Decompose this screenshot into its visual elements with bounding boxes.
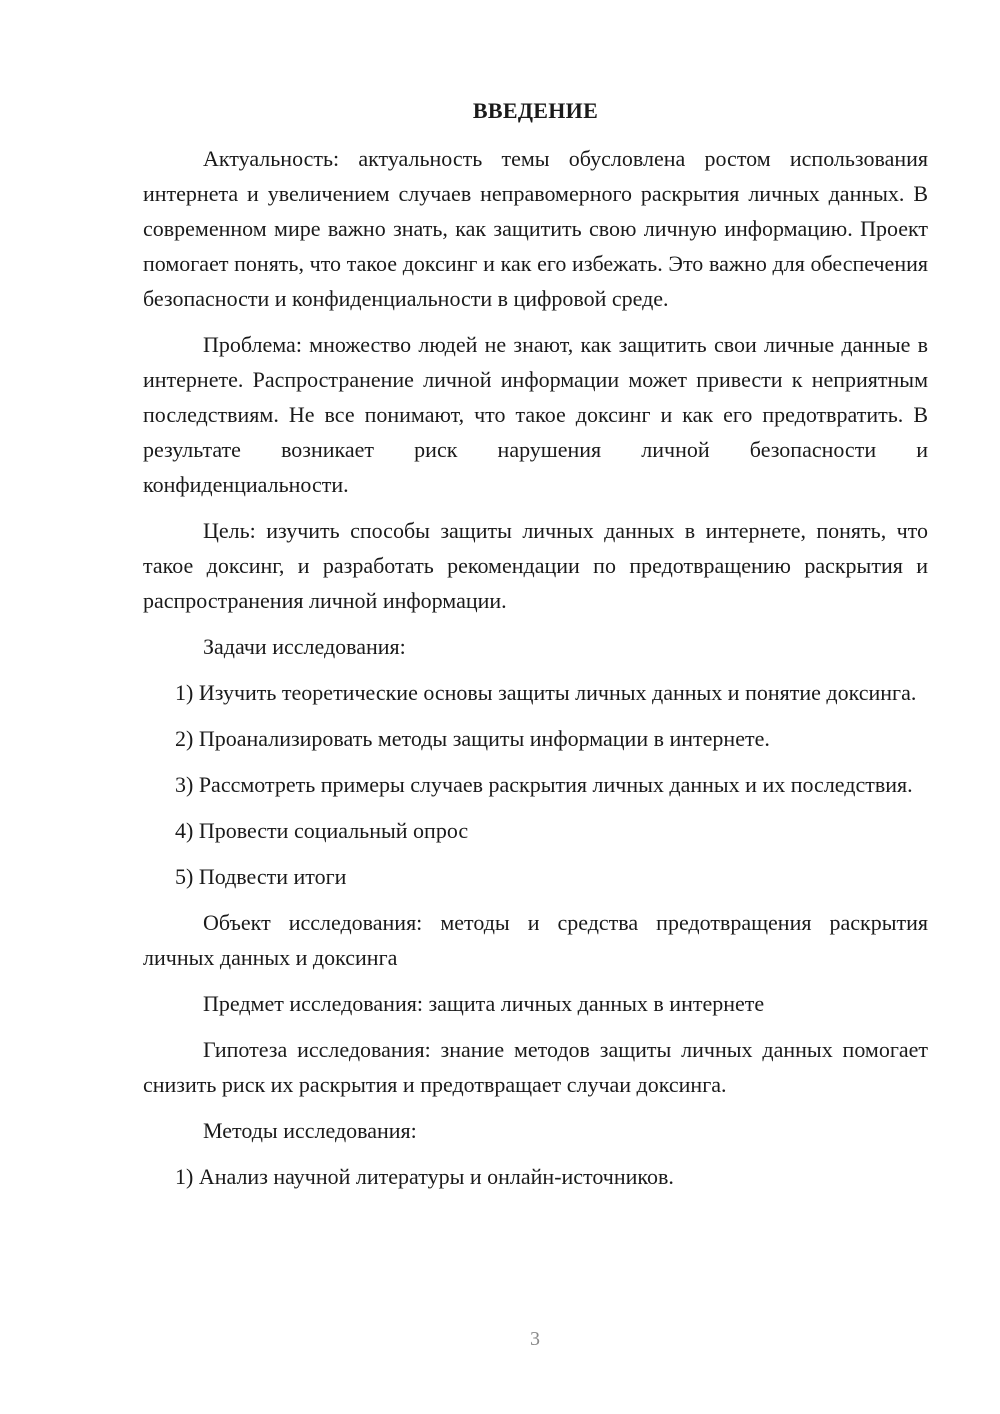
paragraph-relevance: Актуальность: актуальность темы обусловлена ростом использования интернета и увеличением случаев неправомерного раскрытия личных данных. В современном мире важно знать, как защитить свою личную информацию. Проект помогает понять, что такое доксинг и как его избежать. Это важно для обеспечения безопасности и конфиденциальности в цифровой среде.: [143, 146, 928, 311]
paragraph-problem: Проблема: множество людей не знают, как защитить свои личные данные в интернете. Распространение личной информации может привести к неприятным последствиям. Не все понимают, что такое доксинг и как его предотвратить. В результате возникает риск нарушения личной безопасности и конфиденциальности.: [143, 332, 928, 497]
paragraph-hypothesis: Гипотеза исследования: знание методов защиты личных данных помогает снизить риск их раскрытия и предотвращает случаи доксинга.: [143, 1037, 928, 1097]
page-content: [143, 95, 928, 1205]
task-item-1: 1) Изучить теоретические основы защиты личных данных и понятие доксинга.: [175, 680, 917, 705]
task-item-3: 3) Рассмотреть примеры случаев раскрытия личных данных и их последствия.: [175, 772, 913, 797]
method-item-1: 1) Анализ научной литературы и онлайн-источников.: [175, 1164, 674, 1189]
paragraph-subject: Предмет исследования: защита личных данных в интернете: [203, 991, 765, 1016]
section-title: ВВЕДЕНИЕ: [472, 98, 599, 123]
paragraph-goal: Цель: изучить способы защиты личных данных в интернете, понять, что такое доксинг, и разработать рекомендации по предотвращению раскрытия и распространения личной информации.: [143, 518, 928, 613]
task-item-5: 5) Подвести итоги: [175, 864, 347, 889]
paragraph-methods-heading: Методы исследования:: [203, 1118, 417, 1143]
paragraph-tasks-heading: Задачи исследования:: [203, 634, 406, 659]
page-number: 3: [530, 1328, 540, 1350]
paragraph-object: Объект исследования: методы и средства предотвращения раскрытия личных данных и доксинга: [143, 910, 928, 970]
task-item-2: 2) Проанализировать методы защиты информации в интернете.: [175, 726, 770, 751]
task-item-4: 4) Провести социальный опрос: [175, 818, 469, 843]
